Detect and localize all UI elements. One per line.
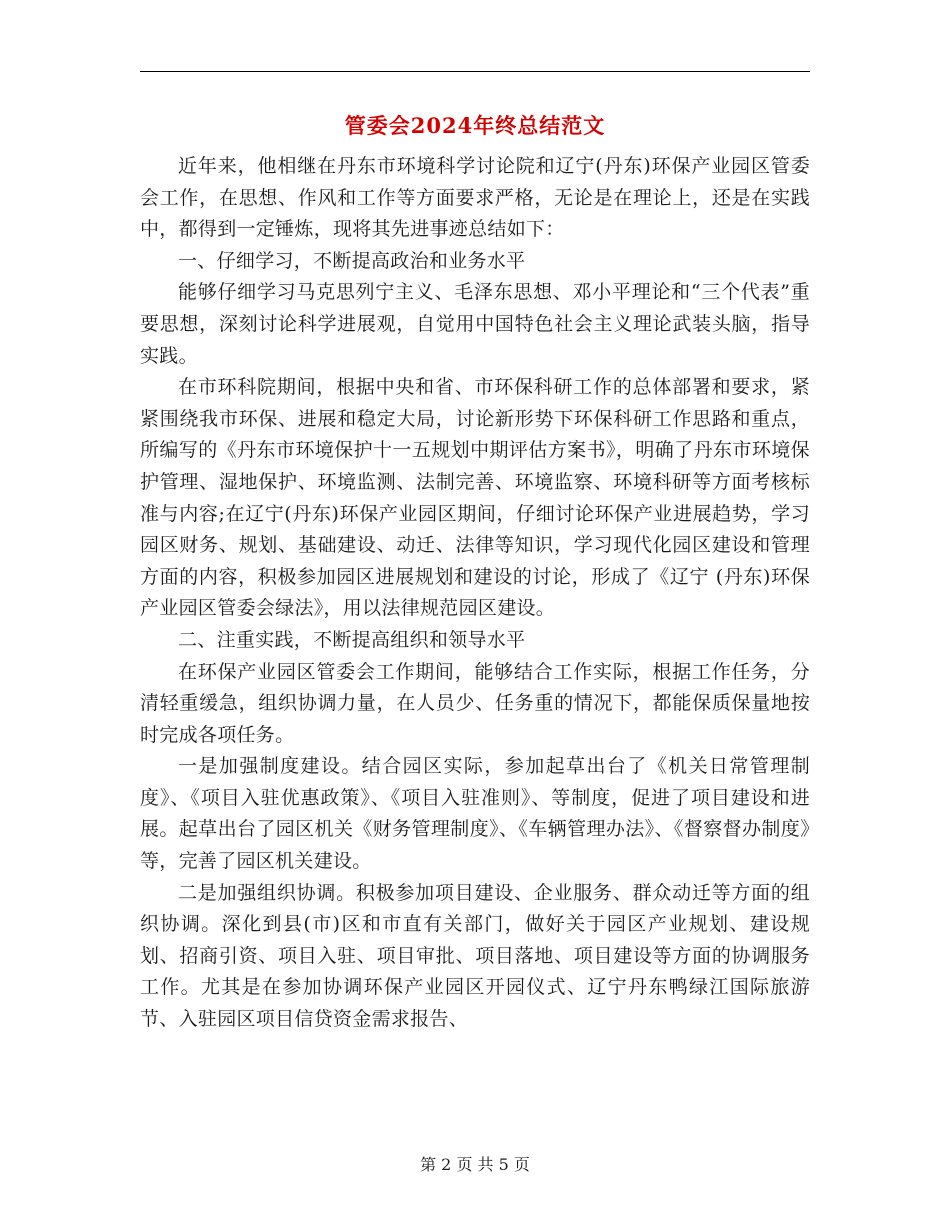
- section-heading-1: 一、仔细学习，不断提高政治和业务水平: [178, 249, 526, 272]
- document-body: [140, 151, 810, 1036]
- body-paragraph: 在环保产业园区管委会工作期间，能够结合工作实际，根据工作任务，分清轻重缓急，组织协调力量，在人员少、任务重的情况下，都能保质保量地按时完成各项任务。: [140, 660, 810, 746]
- body-paragraph: 二是加强组织协调。积极参加项目建设、企业服务、群众动迁等方面的组织协调。深化到县(市)区和市直有关部门，做好关于园区产业规划、建设规划、招商引资、项目入驻、项目审批、项目落地、项目建设等方面的协调服务工作。尤其是在参加协调环保产业园区开园仪式、辽宁丹东鸭绿江国际旅游节、入驻园区项目信贷资金需求报告、: [140, 881, 810, 1031]
- body-paragraph: 一是加强制度建设。结合园区实际，参加起草出台了《机关日常管理制度》、《项目入驻优惠政策》、《项目入驻准则》、等制度，促进了项目建设和进展。起草出台了园区机关《财务管理制度》、《车辆管理办法》、《督察督办制度》等，完善了园区机关建设。: [140, 755, 810, 873]
- body-paragraph: 能够仔细学习马克思列宁主义、毛泽东思想、邓小平理论和“三个代表”重要思想，深刻讨论科学进展观，自觉用中国特色社会主义理论武装头脑，指导实践。: [140, 281, 810, 367]
- header-rule: [140, 71, 810, 72]
- body-paragraph: 在市环科院期间，根据中央和省、市环保科研工作的总体部署和要求，紧紧围绕我市环保、进展和稳定大局，讨论新形势下环保科研工作思路和重点，所编写的《丹东市环境保护十一五规划中期评估方案书》，明确了丹东市环境保护管理、湿地保护、环境监测、法制完善、环境监察、环境科研等方面考核标准与内容;在辽宁(丹东)环保产业园区期间，仔细讨论环保产业进展趋势，学习园区财务、规划、基础建设、动迁、法律等知识，学习现代化园区建设和管理方面的内容，积极参加园区进展规划和建设的讨论，形成了《辽宁 (丹东)环保产业园区管委会绿法》，用以法律规范园区建设。: [140, 376, 810, 620]
- page-footer: 第 2 页 共 5 页: [420, 1155, 530, 1174]
- intro-paragraph: 近年来，他相继在丹东市环境科学讨论院和辽宁(丹东)环保产业园区管委会工作，在思想、作风和工作等方面要求严格，无论是在理论上，还是在实践中，都得到一定锤炼，现将其先进事迹总结如下：: [140, 155, 810, 241]
- document-title: 管委会2024年终总结范文: [344, 113, 606, 138]
- section-heading-2: 二、注重实践，不断提高组织和领导水平: [178, 628, 526, 651]
